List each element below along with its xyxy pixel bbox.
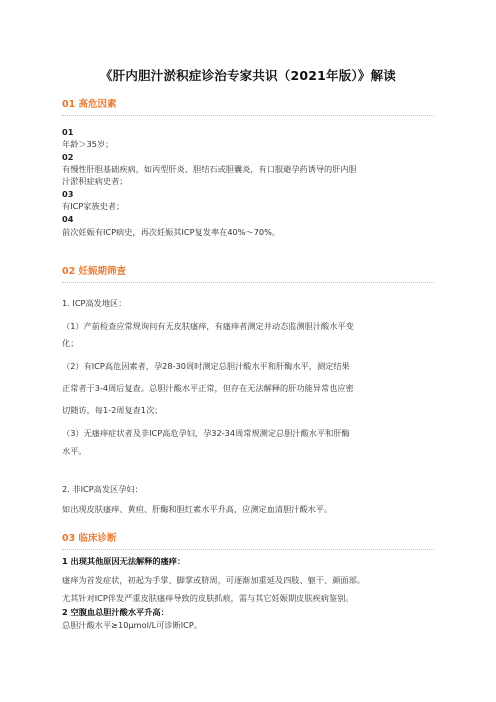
paragraph-line: （1）产前检查应常规询问有无皮肤瘙痒，有瘙痒者测定并动态监测胆汁酸水平变 bbox=[62, 321, 354, 331]
item-text: 汁淤积症病史者； bbox=[62, 176, 128, 186]
paragraph-line: 总胆汁酸水平≥10μmol/L可诊断ICP。 bbox=[62, 620, 203, 630]
paragraph-line: 化； bbox=[62, 338, 79, 348]
paragraph-line: 1. ICP高发地区： bbox=[62, 298, 127, 308]
section-divider bbox=[62, 115, 434, 116]
paragraph-line: 瘙痒为首发症状，初起为手掌、脚掌或脐周，可逐渐加重延及四肢、躯干、颜面部。 bbox=[62, 575, 365, 585]
paragraph-line: 尤其针对ICP伴发严重皮肤瘙痒导致的皮肤抓痕，需与其它妊娠期皮肤疾病鉴别。 bbox=[62, 593, 354, 603]
item-text: 前次妊娠有ICP病史，再次妊娠其ICP复发率在40%～70%。 bbox=[62, 227, 281, 237]
section-heading-risk-factors: 01 高危因素 bbox=[62, 99, 117, 110]
item-text: 年龄＞35岁； bbox=[62, 139, 114, 149]
item-text: 有ICP家族史者； bbox=[62, 201, 125, 211]
item-number: 02 bbox=[62, 152, 74, 162]
subheading: 2 空腹血总胆汁酸水平升高： bbox=[62, 607, 169, 617]
paragraph-line: （3）无瘙痒症状者及非ICP高危孕妇，孕32-34周常规测定总胆汁酸水平和肝酶 bbox=[62, 428, 350, 438]
paragraph-line: （2）有ICP高危因素者，孕28-30周时测定总胆汁酸水平和肝酶水平，测定结果 bbox=[62, 361, 350, 371]
paragraph-line: 如出现皮肤瘙痒、黄疸、肝酶和胆红素水平升高，应测定血清胆汁酸水平。 bbox=[62, 504, 333, 514]
paragraph-line: 切随访，每1-2周复查1次； bbox=[62, 405, 163, 415]
item-number: 04 bbox=[62, 214, 74, 224]
paragraph-line: 水平。 bbox=[62, 446, 87, 456]
document-title: 《肝内胆汁淤积症诊治专家共识（2021年版）》解读 bbox=[99, 68, 397, 83]
section-heading-diagnosis: 03 临床诊断 bbox=[62, 533, 117, 544]
subheading: 1 出现其他原因无法解释的瘙痒： bbox=[62, 556, 186, 566]
section-heading-screening: 02 妊娠期筛查 bbox=[62, 266, 127, 277]
item-number: 01 bbox=[62, 127, 74, 137]
section-divider bbox=[62, 282, 434, 283]
item-number: 03 bbox=[62, 189, 74, 199]
paragraph-line: 正常者于3-4周后复查。总胆汁酸水平正常，但存在无法解释的肝功能异常也应密 bbox=[62, 383, 354, 393]
paragraph-line: 2. 非ICP高发区孕妇： bbox=[62, 484, 143, 494]
item-text: 有慢性肝胆基础疾病，如丙型肝炎、胆结石或胆囊炎，有口服避孕药诱导的肝内胆 bbox=[62, 164, 357, 174]
section-divider bbox=[62, 549, 434, 550]
